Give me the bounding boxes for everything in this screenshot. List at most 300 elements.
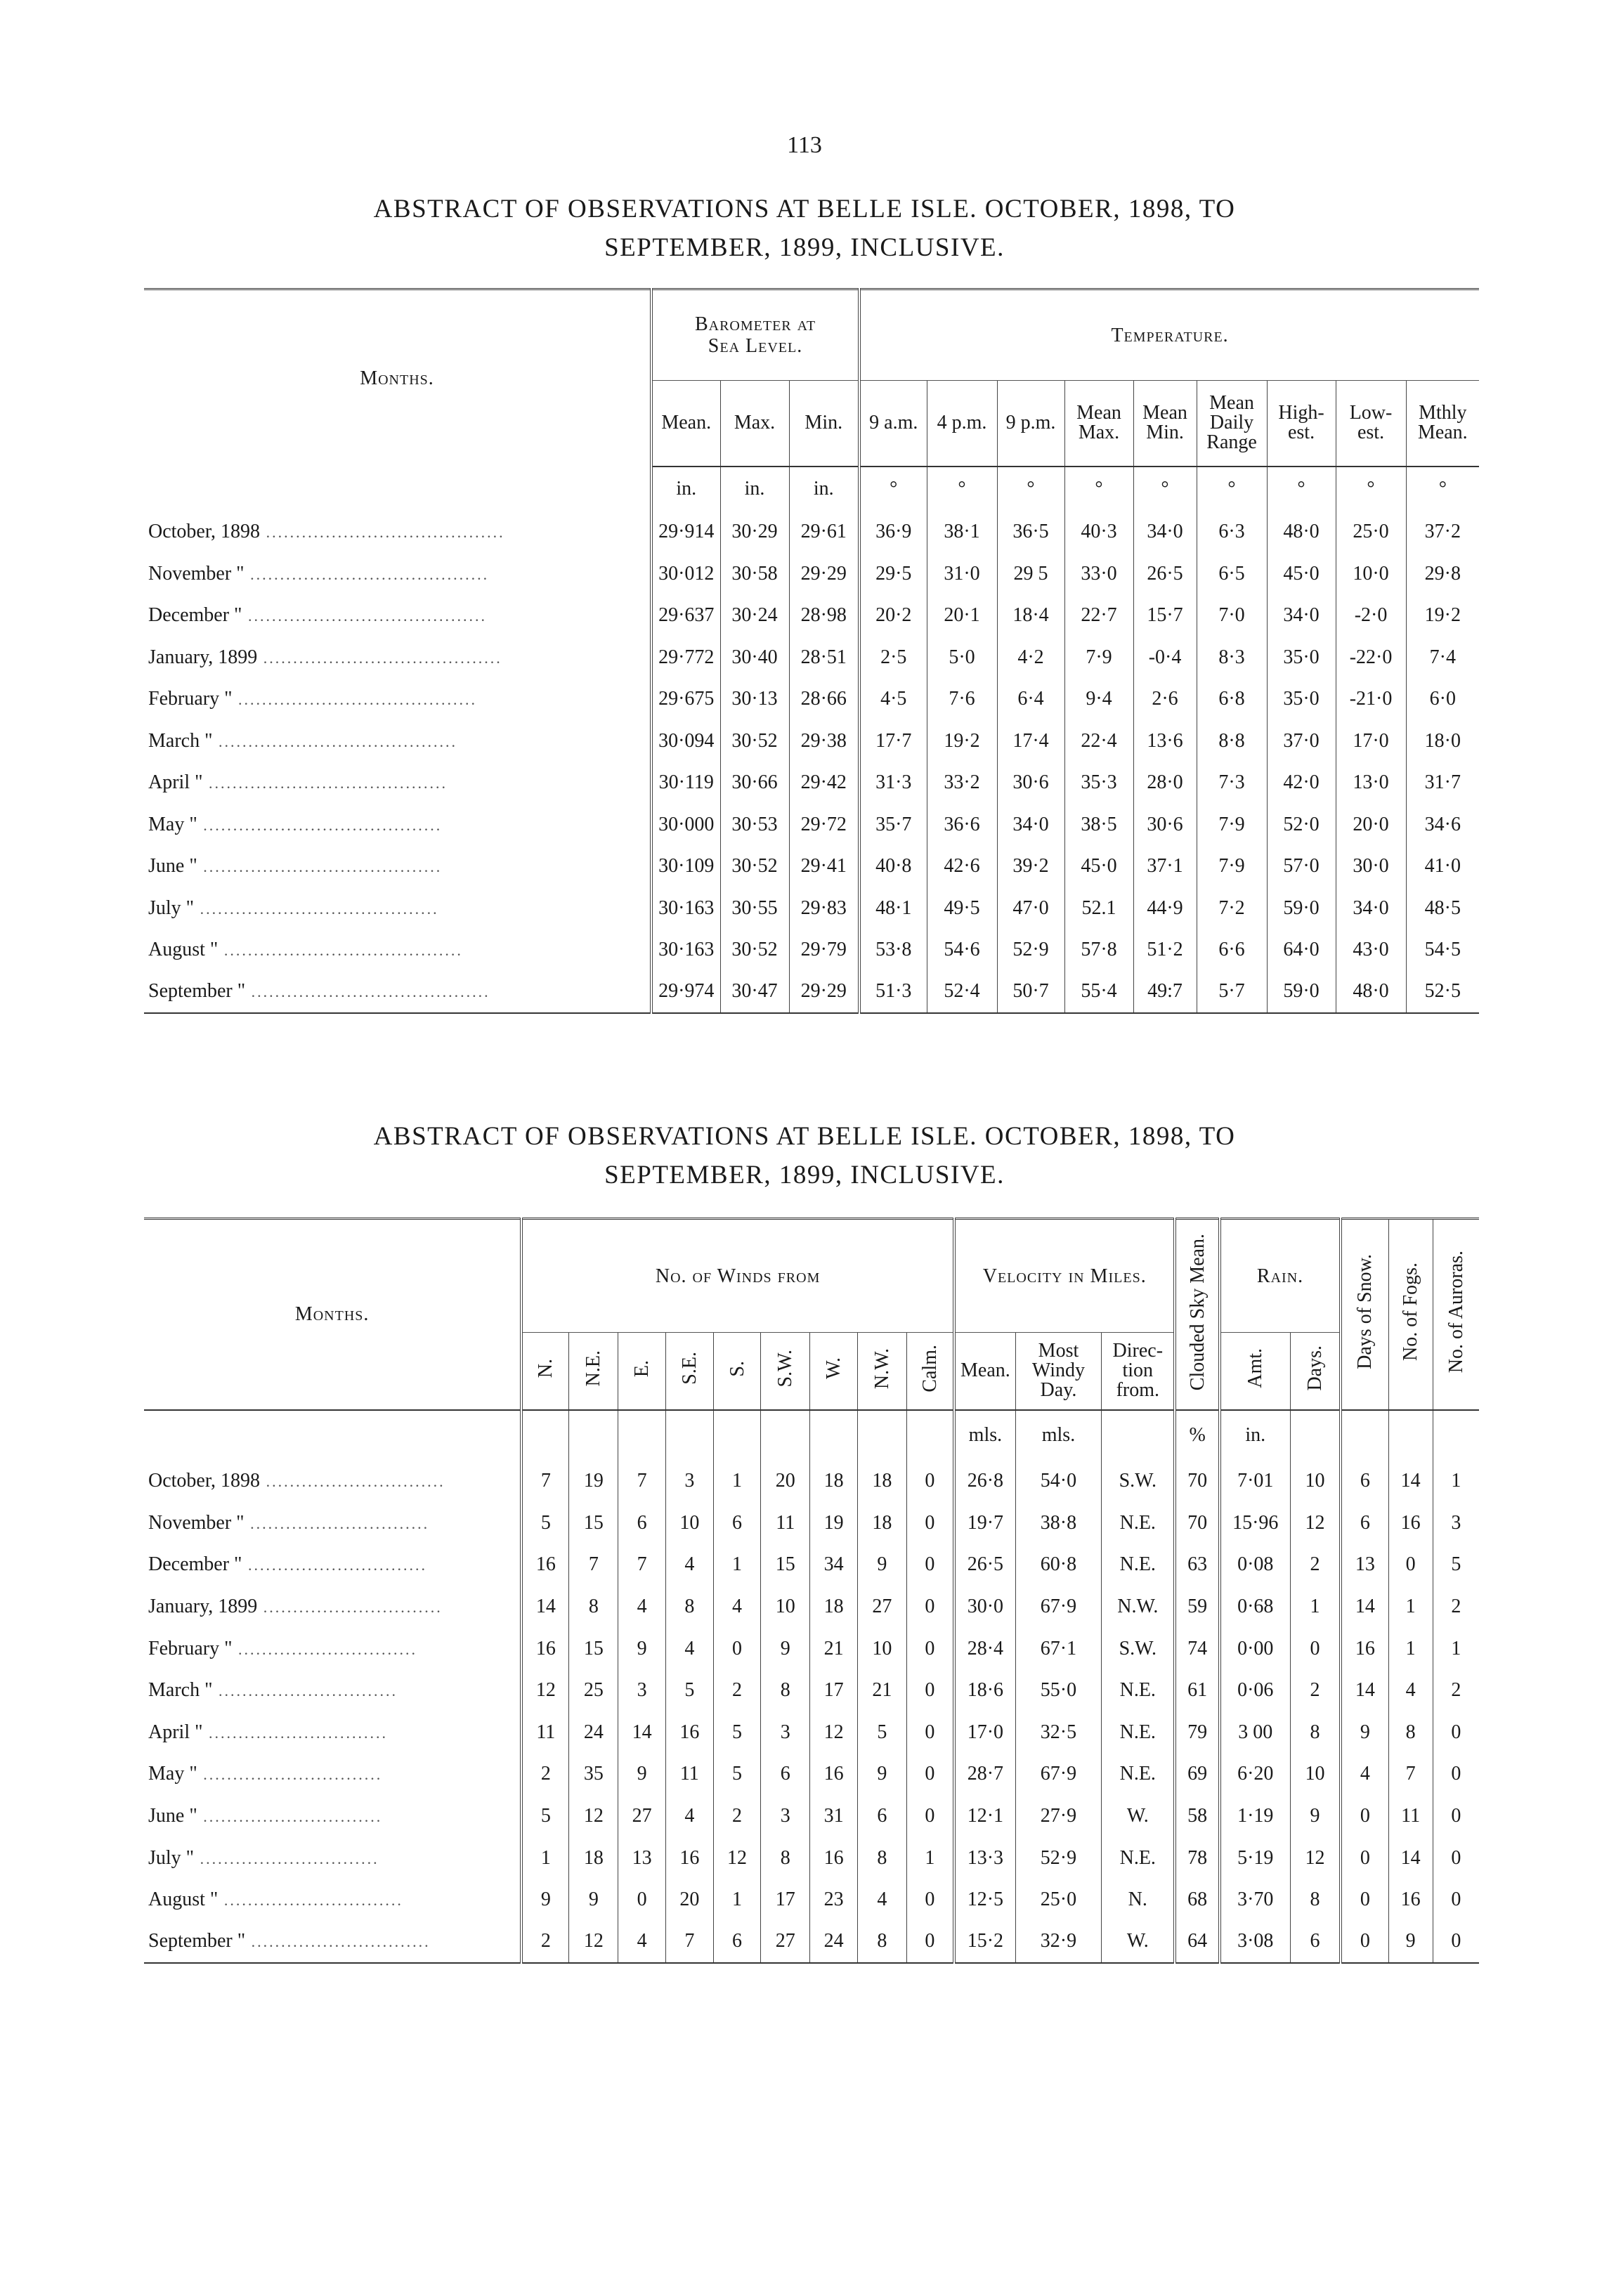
table-cell: 7·2 <box>1197 887 1267 930</box>
leader-dots: ........................................ <box>194 899 439 918</box>
leader-dots: ........................................ <box>232 691 478 709</box>
table-cell: 12·1 <box>954 1795 1015 1837</box>
table-cell: -22·0 <box>1336 637 1406 679</box>
table-cell: 67·9 <box>1015 1754 1101 1796</box>
t1-unit: ° <box>997 467 1064 511</box>
table-cell: 8 <box>1290 1711 1341 1754</box>
table-cell: 14 <box>1341 1586 1388 1628</box>
table-cell: 15 <box>761 1544 810 1586</box>
table-cell: 29·72 <box>789 804 859 846</box>
table-row <box>144 1628 1479 1670</box>
table-cell: 57·0 <box>1267 846 1336 888</box>
row-month: April " <box>148 1721 203 1743</box>
table-cell: 17·0 <box>1336 720 1406 762</box>
table-cell: 19·2 <box>1406 595 1479 637</box>
t2-snow-header: Days of Snow. <box>1354 1254 1376 1370</box>
table-cell: 9 <box>521 1879 569 1921</box>
table-cell: 0 <box>906 1879 954 1921</box>
t2-wind-col-header: N.E. <box>582 1350 605 1387</box>
table-cell: 48·5 <box>1406 887 1479 930</box>
leader-dots: .............................. <box>244 1514 430 1532</box>
table-cell: 2·5 <box>859 637 927 679</box>
table-cell: 10 <box>665 1502 713 1544</box>
table-cell: 10 <box>1290 1461 1341 1503</box>
table-cell: 28·7 <box>954 1754 1015 1796</box>
table-cell: 15·7 <box>1133 595 1197 637</box>
table-cell: 29·41 <box>789 846 859 888</box>
table-cell: 9 <box>618 1628 666 1670</box>
table-cell: 30·0 <box>954 1586 1015 1628</box>
table-cell: 45·0 <box>1267 553 1336 595</box>
table-cell: 0 <box>1433 1837 1479 1879</box>
t1-unit: ° <box>1133 467 1197 511</box>
table-cell: 3 <box>618 1669 666 1711</box>
table-cell: 18 <box>857 1502 906 1544</box>
t2-velocity-col-header: Most Windy Day. <box>1015 1333 1101 1410</box>
table-cell: 7·3 <box>1197 762 1267 804</box>
t1-col-header: Mthly Mean. <box>1406 381 1479 467</box>
table-cell: 9·4 <box>1064 679 1133 721</box>
table-cell: 4 <box>618 1921 666 1963</box>
table-cell: 67·1 <box>1015 1628 1101 1670</box>
table-cell: 9 <box>761 1628 810 1670</box>
table-cell: 17·0 <box>954 1711 1015 1754</box>
table-cell: 22·7 <box>1064 595 1133 637</box>
table-cell: 3·70 <box>1220 1879 1290 1921</box>
table-cell: 6 <box>713 1921 761 1963</box>
table-cell: 7·0 <box>1197 595 1267 637</box>
table-cell: 5 <box>713 1754 761 1796</box>
table-row <box>144 1544 1479 1586</box>
table-cell: W. <box>1102 1921 1175 1963</box>
t1-unit: in. <box>651 467 720 511</box>
table-cell: 31·3 <box>859 762 927 804</box>
table-cell: 5 <box>857 1711 906 1754</box>
leader-dots: .............................. <box>245 1933 431 1951</box>
table-cell: 9 <box>618 1754 666 1796</box>
table-cell: 12 <box>713 1837 761 1879</box>
table-cell: 30·094 <box>651 720 720 762</box>
leader-dots: .............................. <box>242 1556 427 1574</box>
table-cell: 27·9 <box>1015 1795 1101 1837</box>
leader-dots: ........................................ <box>212 732 458 750</box>
table-cell: 12 <box>810 1711 858 1754</box>
row-month: December " <box>148 604 242 627</box>
table-cell: 51·2 <box>1133 930 1197 972</box>
table-cell: 52·9 <box>997 930 1064 972</box>
t2-rain-header: Rain. <box>1220 1219 1341 1333</box>
row-month: July " <box>148 896 195 919</box>
row-month: September " <box>148 1930 246 1952</box>
table-cell: 8·8 <box>1197 720 1267 762</box>
table-cell: 45·0 <box>1064 846 1133 888</box>
table-cell: 42·6 <box>927 846 997 888</box>
table-cell: 0 <box>906 1921 954 1963</box>
table-cell: 30·000 <box>651 804 720 846</box>
table-cell: 70 <box>1175 1502 1219 1544</box>
table-cell: 27 <box>761 1921 810 1963</box>
row-month: January, 1899 <box>148 1596 258 1618</box>
table-cell: 4 <box>665 1544 713 1586</box>
table-cell: 1 <box>1388 1586 1433 1628</box>
t1-barometer-header: Barometer at Sea Level. <box>651 289 859 381</box>
t2-unit: mls. <box>1015 1410 1101 1461</box>
t2-wind-col-header: S. <box>726 1361 748 1377</box>
table-row <box>144 971 1479 1013</box>
table-cell: 1 <box>1433 1628 1479 1670</box>
table-cell: 30·24 <box>720 595 789 637</box>
t1-unit: ° <box>927 467 997 511</box>
table-row <box>144 804 1479 846</box>
row-month: March " <box>148 729 213 752</box>
table-cell: 36·5 <box>997 511 1064 554</box>
t1-unit: ° <box>859 467 927 511</box>
table-cell: 7·9 <box>1064 637 1133 679</box>
t2-wind-col-header: W. <box>823 1357 845 1380</box>
table-cell: 0 <box>906 1502 954 1544</box>
table-cell: 55·4 <box>1064 971 1133 1013</box>
table-cell: 10 <box>857 1628 906 1670</box>
table-cell: 4 <box>1388 1669 1433 1711</box>
table-cell: 16 <box>810 1837 858 1879</box>
table-cell: 6·5 <box>1197 553 1267 595</box>
table-cell: 29 5 <box>997 553 1064 595</box>
table-cell: 39·2 <box>997 846 1064 888</box>
table-cell: 13·3 <box>954 1837 1015 1879</box>
table-cell: 52·0 <box>1267 804 1336 846</box>
table-cell: 15·2 <box>954 1921 1015 1963</box>
table-cell: 29·637 <box>651 595 720 637</box>
table-cell: 4 <box>713 1586 761 1628</box>
page-number: 113 <box>787 132 822 158</box>
table-cell: 40·8 <box>859 846 927 888</box>
table-cell: 29·675 <box>651 679 720 721</box>
table-cell: 15 <box>569 1502 618 1544</box>
table-cell: 8 <box>665 1586 713 1628</box>
table-cell: 68 <box>1175 1879 1219 1921</box>
table-cell: 29·29 <box>789 553 859 595</box>
table-cell: 64·0 <box>1267 930 1336 972</box>
table-cell: 14 <box>618 1711 666 1754</box>
table-cell: 0 <box>1433 1795 1479 1837</box>
table-cell: 30·40 <box>720 637 789 679</box>
table-cell: 18·4 <box>997 595 1064 637</box>
t1-col-header: Mean. <box>651 381 720 467</box>
table-cell: 8·3 <box>1197 637 1267 679</box>
table-cell: 21 <box>857 1669 906 1711</box>
table-cell: 6 <box>713 1502 761 1544</box>
table-cell: 3 <box>761 1711 810 1754</box>
table-cell: 30·29 <box>720 511 789 554</box>
table-cell: 60·8 <box>1015 1544 1101 1586</box>
leader-dots: ........................................ <box>197 858 443 876</box>
table-cell: 30·52 <box>720 930 789 972</box>
table-cell: 10 <box>1290 1754 1341 1796</box>
table-cell: 6 <box>1341 1461 1388 1503</box>
table-cell: -0·4 <box>1133 637 1197 679</box>
table-cell: 28·0 <box>1133 762 1197 804</box>
table-cell: 26·5 <box>954 1544 1015 1586</box>
leader-dots: ........................................ <box>242 607 487 625</box>
table-cell: 34·0 <box>1133 511 1197 554</box>
table-cell: 0 <box>906 1544 954 1586</box>
table-cell: 37·0 <box>1267 720 1336 762</box>
table-cell: 1 <box>1433 1461 1479 1503</box>
table-row <box>144 1754 1479 1796</box>
table-cell: 52·4 <box>927 971 997 1013</box>
table-cell: 19·2 <box>927 720 997 762</box>
table-cell: 8 <box>761 1837 810 1879</box>
table-cell: N.E. <box>1102 1837 1175 1879</box>
table-cell: 0 <box>1341 1879 1388 1921</box>
table-cell: 51·3 <box>859 971 927 1013</box>
table-cell: 21 <box>810 1628 858 1670</box>
t1-unit: ° <box>1406 467 1479 511</box>
table-cell: 7 <box>569 1544 618 1586</box>
table-cell: 15·96 <box>1220 1502 1290 1544</box>
table-cell: 28·66 <box>789 679 859 721</box>
table-cell: 10·0 <box>1336 553 1406 595</box>
table-cell: 20·0 <box>1336 804 1406 846</box>
table-cell: -2·0 <box>1336 595 1406 637</box>
table1-title-line2: SEPTEMBER, 1899, INCLUSIVE. <box>604 233 1005 262</box>
table-cell: 7 <box>618 1461 666 1503</box>
t2-wind-col-header: N.W. <box>871 1348 893 1389</box>
t2-wind-col-header: E. <box>631 1359 653 1377</box>
table-cell: 28·4 <box>954 1628 1015 1670</box>
table-cell: 17 <box>761 1879 810 1921</box>
table-cell: 30·58 <box>720 553 789 595</box>
table-cell: 59·0 <box>1267 887 1336 930</box>
table-cell: 59 <box>1175 1586 1219 1628</box>
table-cell: 52·9 <box>1015 1837 1101 1879</box>
t2-wind-col-header: N. <box>535 1359 557 1378</box>
table-cell: 78 <box>1175 1837 1219 1879</box>
table-cell: 38·8 <box>1015 1502 1101 1544</box>
table-cell: 7·9 <box>1197 846 1267 888</box>
table-cell: 13·6 <box>1133 720 1197 762</box>
table-cell: 0 <box>1433 1921 1479 1963</box>
table-cell: 14 <box>1341 1669 1388 1711</box>
table-cell: 36·9 <box>859 511 927 554</box>
table-cell: 54·5 <box>1406 930 1479 972</box>
leader-dots: .............................. <box>260 1473 445 1491</box>
table-cell: 31·0 <box>927 553 997 595</box>
table1-title-line1: ABSTRACT OF OBSERVATIONS AT BELLE ISLE. OCTOBER, 1898, TO <box>373 195 1236 223</box>
table-cell: S.W. <box>1102 1461 1175 1503</box>
leader-dots: .............................. <box>232 1640 418 1658</box>
table-cell: 58 <box>1175 1795 1219 1837</box>
table-cell: N.E. <box>1102 1502 1175 1544</box>
table-cell: N.E. <box>1102 1544 1175 1586</box>
table-cell: 11 <box>761 1502 810 1544</box>
table-cell: 6·8 <box>1197 679 1267 721</box>
table-cell: 0 <box>906 1711 954 1754</box>
table-cell: 42·0 <box>1267 762 1336 804</box>
table-cell: 48·1 <box>859 887 927 930</box>
table-cell: 43·0 <box>1336 930 1406 972</box>
table-cell: 13·0 <box>1336 762 1406 804</box>
table-cell: 25·0 <box>1336 511 1406 554</box>
table-cell: 7 <box>618 1544 666 1586</box>
table-row <box>144 1586 1479 1628</box>
table-cell: 2 <box>1290 1544 1341 1586</box>
table-cell: 30·012 <box>651 553 720 595</box>
table-cell: 79 <box>1175 1711 1219 1754</box>
row-month: May " <box>148 813 197 835</box>
leader-dots: ........................................ <box>244 565 490 583</box>
table-row <box>144 887 1479 930</box>
table-cell: 11 <box>1388 1795 1433 1837</box>
table-cell: 29·79 <box>789 930 859 972</box>
table-cell: 4 <box>857 1879 906 1921</box>
table-cell: 30·53 <box>720 804 789 846</box>
t2-velocity-col-header: Direc-tion from. <box>1102 1333 1175 1410</box>
row-month: February " <box>148 688 233 710</box>
t1-col-header: Mean Daily Range <box>1197 381 1267 467</box>
table-cell: 1 <box>713 1544 761 1586</box>
table-cell: 64 <box>1175 1921 1219 1963</box>
table-cell: 8 <box>1290 1879 1341 1921</box>
leader-dots: ........................................ <box>260 523 505 542</box>
table-cell: 16 <box>1341 1628 1388 1670</box>
table-row <box>144 637 1479 679</box>
table-cell: 9 <box>857 1544 906 1586</box>
t1-col-header: Mean Min. <box>1133 381 1197 467</box>
table-cell: 8 <box>761 1669 810 1711</box>
table-cell: 35·0 <box>1267 679 1336 721</box>
leader-dots: .............................. <box>197 1766 383 1784</box>
leader-dots: ........................................ <box>245 983 490 1001</box>
table-cell: 15 <box>569 1628 618 1670</box>
table-cell: 6 <box>1341 1502 1388 1544</box>
table-cell: 37·1 <box>1133 846 1197 888</box>
leader-dots: .............................. <box>257 1598 443 1617</box>
table-cell: 49:7 <box>1133 971 1197 1013</box>
leader-dots: ........................................ <box>202 774 448 792</box>
table-cell: 12·5 <box>954 1879 1015 1921</box>
t1-unit: ° <box>1064 467 1133 511</box>
table-cell: 4 <box>618 1586 666 1628</box>
table-cell: 13 <box>1341 1544 1388 1586</box>
table-cell: 44·9 <box>1133 887 1197 930</box>
table-cell: 28·51 <box>789 637 859 679</box>
table-cell: 3 <box>1433 1502 1479 1544</box>
table-cell: 0·06 <box>1220 1669 1290 1711</box>
table-cell: 20 <box>761 1461 810 1503</box>
table-cell: -21·0 <box>1336 679 1406 721</box>
table-cell: 12 <box>569 1921 618 1963</box>
table-cell: 14 <box>1388 1837 1433 1879</box>
table-cell: 10 <box>761 1586 810 1628</box>
table-cell: 24 <box>569 1711 618 1754</box>
table2-title-line1: ABSTRACT OF OBSERVATIONS AT BELLE ISLE. OCTOBER, 1898, TO <box>373 1122 1236 1151</box>
table-cell: 0 <box>1341 1921 1388 1963</box>
table-cell: 17 <box>810 1669 858 1711</box>
t2-rain-col-header: Amt. <box>1244 1348 1267 1389</box>
table-cell: 18 <box>810 1461 858 1503</box>
table-cell: 61 <box>1175 1669 1219 1711</box>
table-cell: 50·7 <box>997 971 1064 1013</box>
table-cell: 30·163 <box>651 887 720 930</box>
table-cell: W. <box>1102 1795 1175 1837</box>
row-month: October, 1898 <box>148 1470 261 1492</box>
table-cell: 22·4 <box>1064 720 1133 762</box>
table-cell: 3 <box>761 1795 810 1837</box>
table-cell: 9 <box>569 1879 618 1921</box>
table-cell: 24 <box>810 1921 858 1963</box>
table-cell: 27 <box>857 1586 906 1628</box>
table-cell: 0·00 <box>1220 1628 1290 1670</box>
table-cell: 5 <box>521 1502 569 1544</box>
table-cell: N.E. <box>1102 1754 1175 1796</box>
table-cell: 16 <box>1388 1502 1433 1544</box>
table-cell: 16 <box>521 1544 569 1586</box>
table-cell: 9 <box>1341 1711 1388 1754</box>
table-cell: 18 <box>810 1586 858 1628</box>
table-cell: 33·2 <box>927 762 997 804</box>
table-cell: 12 <box>1290 1837 1341 1879</box>
table-cell: 30·47 <box>720 971 789 1013</box>
table-cell: 0 <box>906 1586 954 1628</box>
table-cell: 0 <box>1341 1837 1388 1879</box>
table-cell: 31·7 <box>1406 762 1479 804</box>
table-cell: 6·0 <box>1406 679 1479 721</box>
table-row <box>144 930 1479 972</box>
t1-col-header: Low-est. <box>1336 381 1406 467</box>
table-cell: 18 <box>857 1461 906 1503</box>
row-month: June " <box>148 855 197 878</box>
table-cell: 57·8 <box>1064 930 1133 972</box>
row-month: May " <box>148 1763 197 1785</box>
t1-col-header: 4 p.m. <box>927 381 997 467</box>
table-cell: 28·98 <box>789 595 859 637</box>
table-row <box>144 511 1479 554</box>
table-cell: 53·8 <box>859 930 927 972</box>
table-cell: 4 <box>665 1628 713 1670</box>
table-cell: 41·0 <box>1406 846 1479 888</box>
t1-months-header: Months. <box>360 367 434 389</box>
table-row <box>144 1669 1479 1711</box>
table-row <box>144 762 1479 804</box>
table-cell: 1 <box>713 1461 761 1503</box>
table-cell: 34·6 <box>1406 804 1479 846</box>
table-cell: 29·8 <box>1406 553 1479 595</box>
table-cell: 55·0 <box>1015 1669 1101 1711</box>
table-cell: 30·66 <box>720 762 789 804</box>
table-cell: 0 <box>713 1628 761 1670</box>
table-cell: 27 <box>618 1795 666 1837</box>
table-cell: 13 <box>618 1837 666 1879</box>
table-cell: 29·42 <box>789 762 859 804</box>
table-cell: N. <box>1102 1879 1175 1921</box>
table-cell: 67·9 <box>1015 1586 1101 1628</box>
table-cell: 16 <box>521 1628 569 1670</box>
t2-wind-col-header: Calm. <box>918 1344 941 1392</box>
table-cell: 52·5 <box>1406 971 1479 1013</box>
leader-dots: .............................. <box>194 1849 379 1867</box>
table-cell: 7 <box>1388 1754 1433 1796</box>
t1-col-header: Min. <box>789 381 859 467</box>
table-cell: 32·9 <box>1015 1921 1101 1963</box>
table-cell: 18·6 <box>954 1669 1015 1711</box>
t2-auroras-header: No. of Auroras. <box>1445 1251 1467 1374</box>
table-cell: 1 <box>713 1879 761 1921</box>
table-cell: 0 <box>906 1628 954 1670</box>
table-cell: 63 <box>1175 1544 1219 1586</box>
t1-unit: ° <box>1267 467 1336 511</box>
table-cell: 35·7 <box>859 804 927 846</box>
